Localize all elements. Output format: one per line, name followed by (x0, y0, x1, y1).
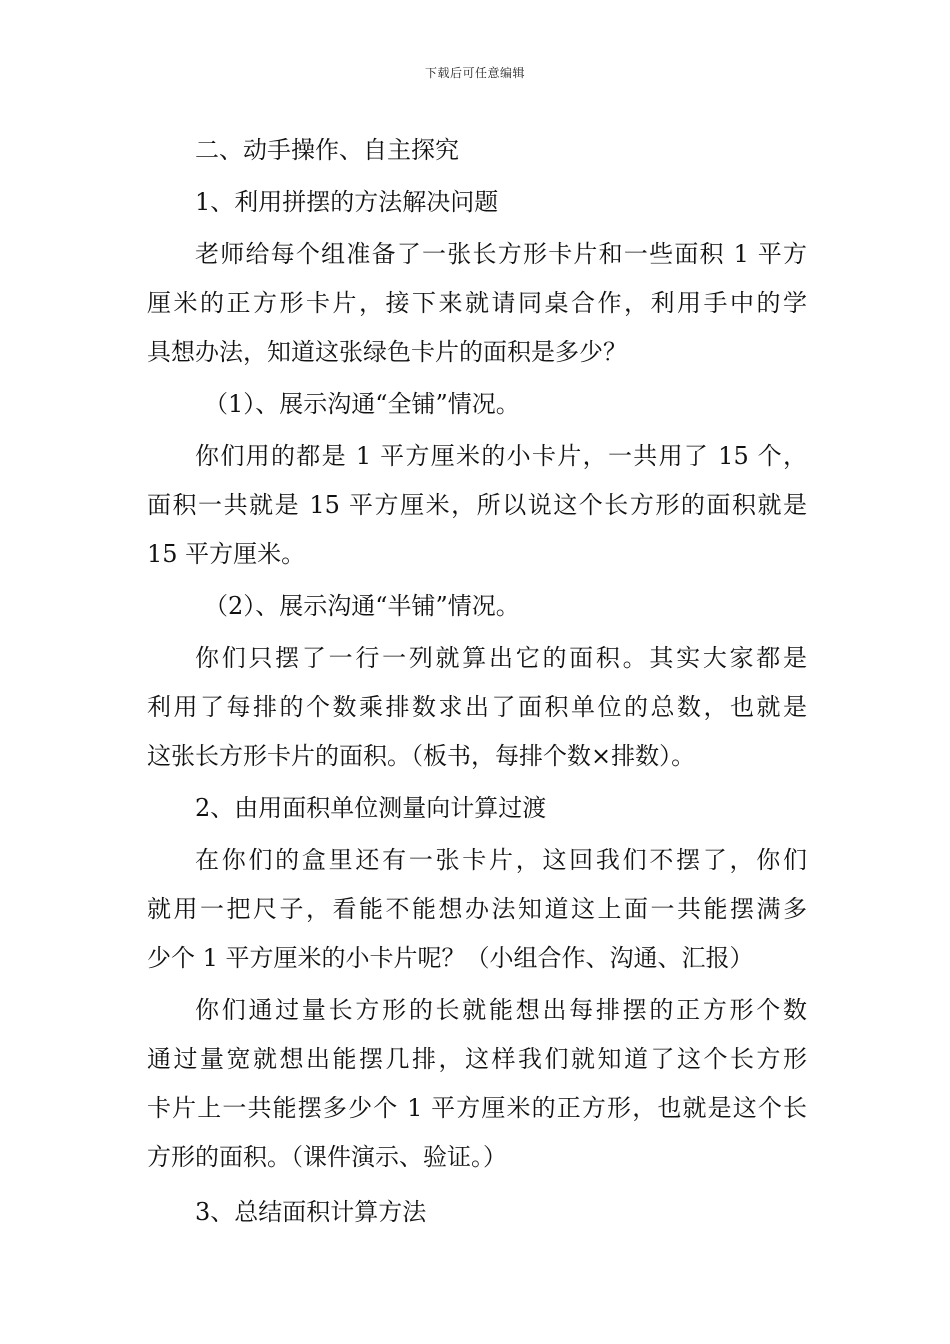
subsection-title-2: 2、由用面积单位测量向计算过渡 (195, 794, 547, 822)
section-title: 二、动手操作、自主探究 (195, 136, 459, 164)
paragraph-3-line-2: 利用了每排的个数乘排数求出了面积单位的总数，也就是 (147, 693, 807, 721)
paragraph-3-line-3: 这张长方形卡片的面积。（板书，每排个数×排数）。 (147, 742, 696, 770)
paragraph-2-line-3: 15 平方厘米。 (147, 540, 306, 568)
subsection-title-1: 1、利用拼摆的方法解决问题 (195, 188, 499, 216)
paragraph-4-line-2: 就用一把尺子，看能不能想办法知道这上面一共能摆满多 (147, 895, 807, 923)
paragraph-2-line-2: 面积一共就是 15 平方厘米，所以说这个长方形的面积就是 (147, 491, 807, 519)
paragraph-1-line-3: 具想办法，知道这张绿色卡片的面积是多少？ (147, 338, 627, 366)
paragraph-2-line-1: 你们用的都是 1 平方厘米的小卡片，一共用了 15 个， (195, 442, 807, 470)
header-note: 下载后可任意编辑 (424, 66, 525, 80)
paragraph-1-line-1: 老师给每个组准备了一张长方形卡片和一些面积 1 平方 (195, 240, 807, 268)
paragraph-4-line-3: 少个 1 平方厘米的小卡片呢？（小组合作、沟通、汇报） (147, 944, 754, 972)
document-body (147, 126, 807, 1237)
item-2-title: （2）、展示沟通“半铺”情况。 (204, 592, 520, 620)
item-1-title: （1）、展示沟通“全铺”情况。 (204, 390, 520, 418)
paragraph-1-line-2: 厘米的正方形卡片，接下来就请同桌合作，利用手中的学 (147, 289, 807, 317)
paragraph-4-line-1: 在你们的盒里还有一张卡片，这回我们不摆了，你们 (195, 846, 807, 874)
paragraph-5-line-3: 卡片上一共能摆多少个 1 平方厘米的正方形，也就是这个长 (147, 1094, 807, 1122)
paragraph-5-line-2: 通过量宽就想出能摆几排，这样我们就知道了这个长方形 (147, 1045, 807, 1073)
subsection-title-3: 3、总结面积计算方法 (195, 1198, 427, 1226)
paragraph-3-line-1: 你们只摆了一行一列就算出它的面积。其实大家都是 (195, 644, 807, 672)
paragraph-5-line-4: 方形的面积。（课件演示、验证。） (147, 1143, 507, 1171)
paragraph-5-line-1: 你们通过量长方形的长就能想出每排摆的正方形个数 (195, 996, 807, 1024)
